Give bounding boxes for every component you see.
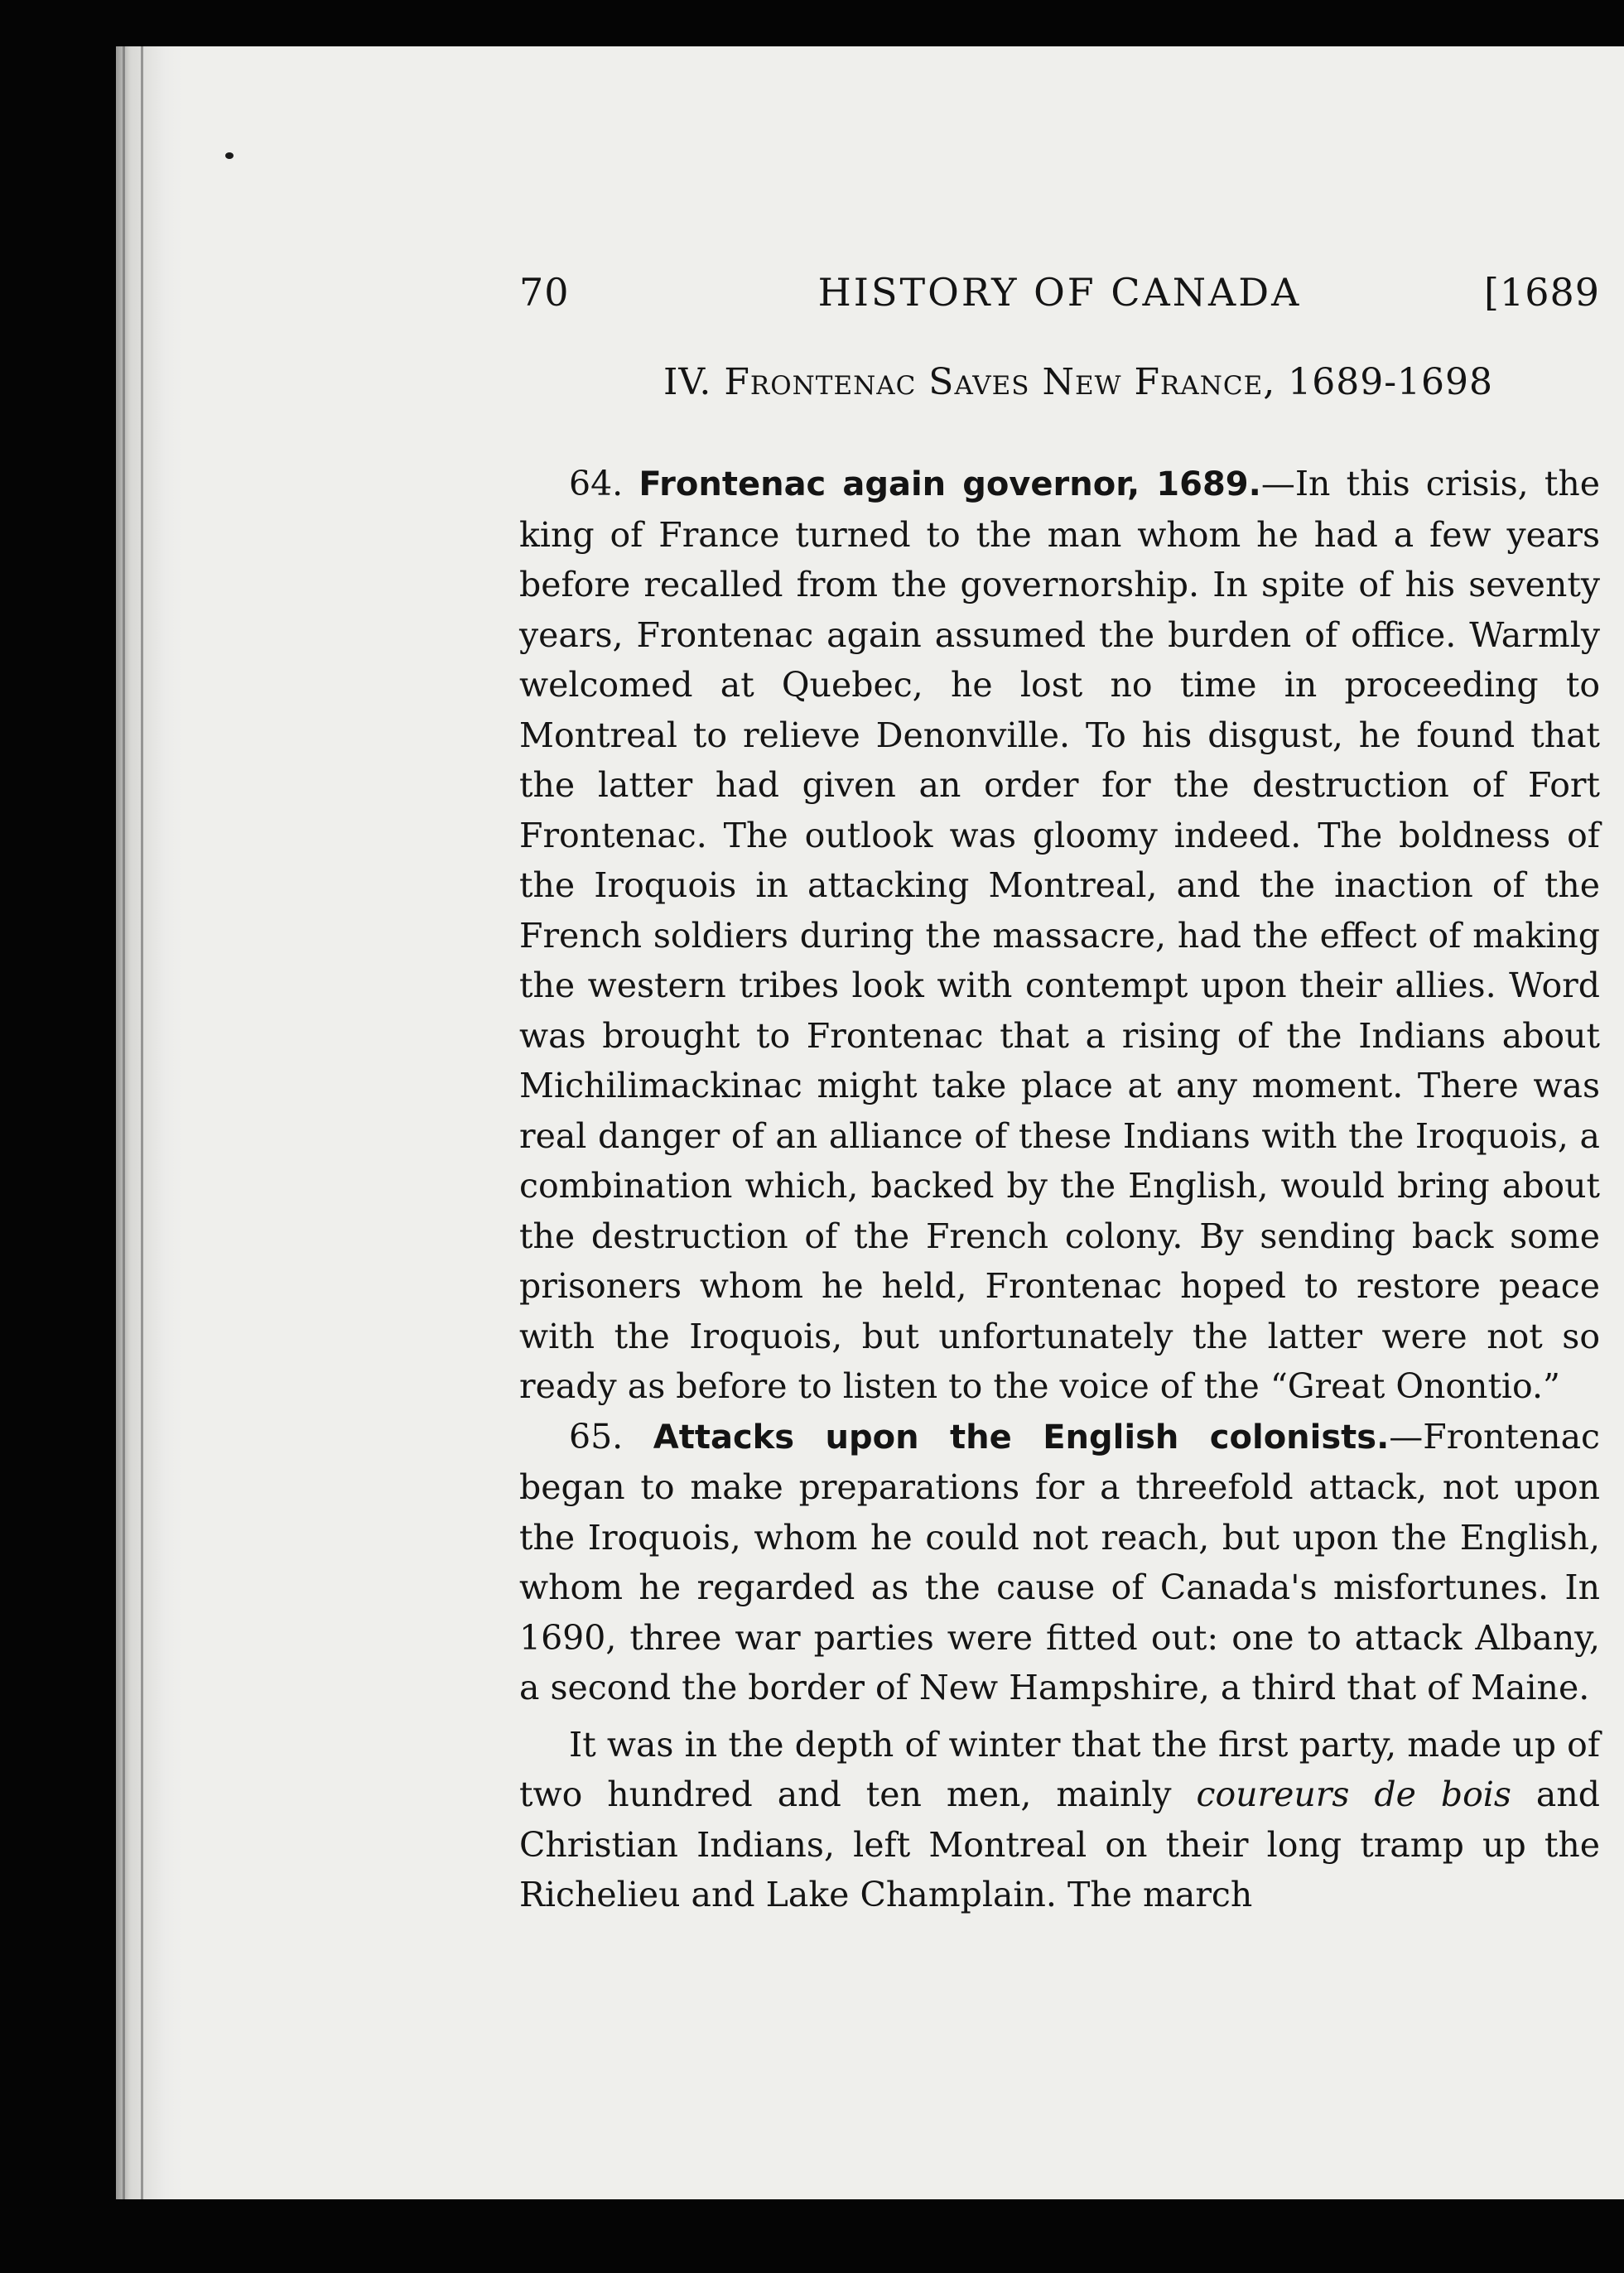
section-dash: — — [1260, 464, 1295, 503]
book-title: HISTORY OF CANADA — [817, 270, 1302, 315]
page-gutter-shadow — [116, 46, 182, 2199]
body-text — [519, 459, 1600, 1920]
paragraph-first-party — [519, 1720, 1600, 1920]
section-text: In this crisis, the king of France turned to the man whom he had a few years before recalled from the governorship. In spite of his seventy years, Frontenac again assumed the burden of office. Warmly welcomed at Quebec, he lost no time in proceeding to Montreal to relieve Denonville. To his disgust, he found that the latter had given an order for the destruction of Fort Frontenac. The outlook was gloomy indeed. The boldness of the Iroquois in attacking Montreal, and the inaction of the French soldiers during the massacre, had the effect of making the western tribes look with contempt upon their allies. Word was brought to Frontenac that a rising of the Indians about Michilimackinac might take place at any moment. There was real danger of an alliance of these Indians with the Iroquois, a combination which, backed by the English, would bring about the destruction of the French colony. By sending back some prisoners whom he held, Frontenac hoped to restore peace with the Iroquois, but unfortunately the latter were not so ready as before to listen to the voice of the “Great Onontio.” — [519, 464, 1601, 1406]
section-number: 65. — [569, 1416, 624, 1457]
italic-phrase: coureurs de bois — [1196, 1775, 1511, 1814]
ink-speck — [225, 152, 234, 159]
section-title: Frontenac again governor, 1689. — [639, 465, 1261, 503]
page-number: 70 — [519, 270, 570, 315]
section-paragraph-64 — [519, 459, 1600, 1412]
gutter-line — [123, 46, 125, 2199]
section-text: Frontenac began to make preparations for a threefold attack, not upon the Iroquois, whom he could not reach, but upon the English, whom he regarded as the cause of Canada's misfortunes. In 1690, three war parties were fitted out: one to attack Albany, a second the border of New Hampshire, a third that of Maine. — [519, 1416, 1600, 1707]
gutter-line — [141, 46, 143, 2199]
section-title: Attacks upon the English colonists. — [653, 1418, 1390, 1457]
paragraph-text: and Christian Indians, left Montreal on their long tramp up the Richelieu and Lake Champlain. The march — [519, 1775, 1600, 1914]
running-head-year: [1689 — [1483, 270, 1600, 315]
section-number: 64. — [569, 464, 624, 503]
book-page — [116, 46, 1624, 2199]
section-dash: — — [1389, 1416, 1424, 1457]
paragraph-text: It was in the depth of winter that the first party, made up of two hundred and ten men, mainly — [519, 1724, 1600, 1814]
section-paragraph-65 — [519, 1412, 1600, 1713]
chapter-heading: IV. Frontenac Saves New France, 1689-1698 — [663, 361, 1494, 403]
running-head — [519, 270, 1600, 320]
